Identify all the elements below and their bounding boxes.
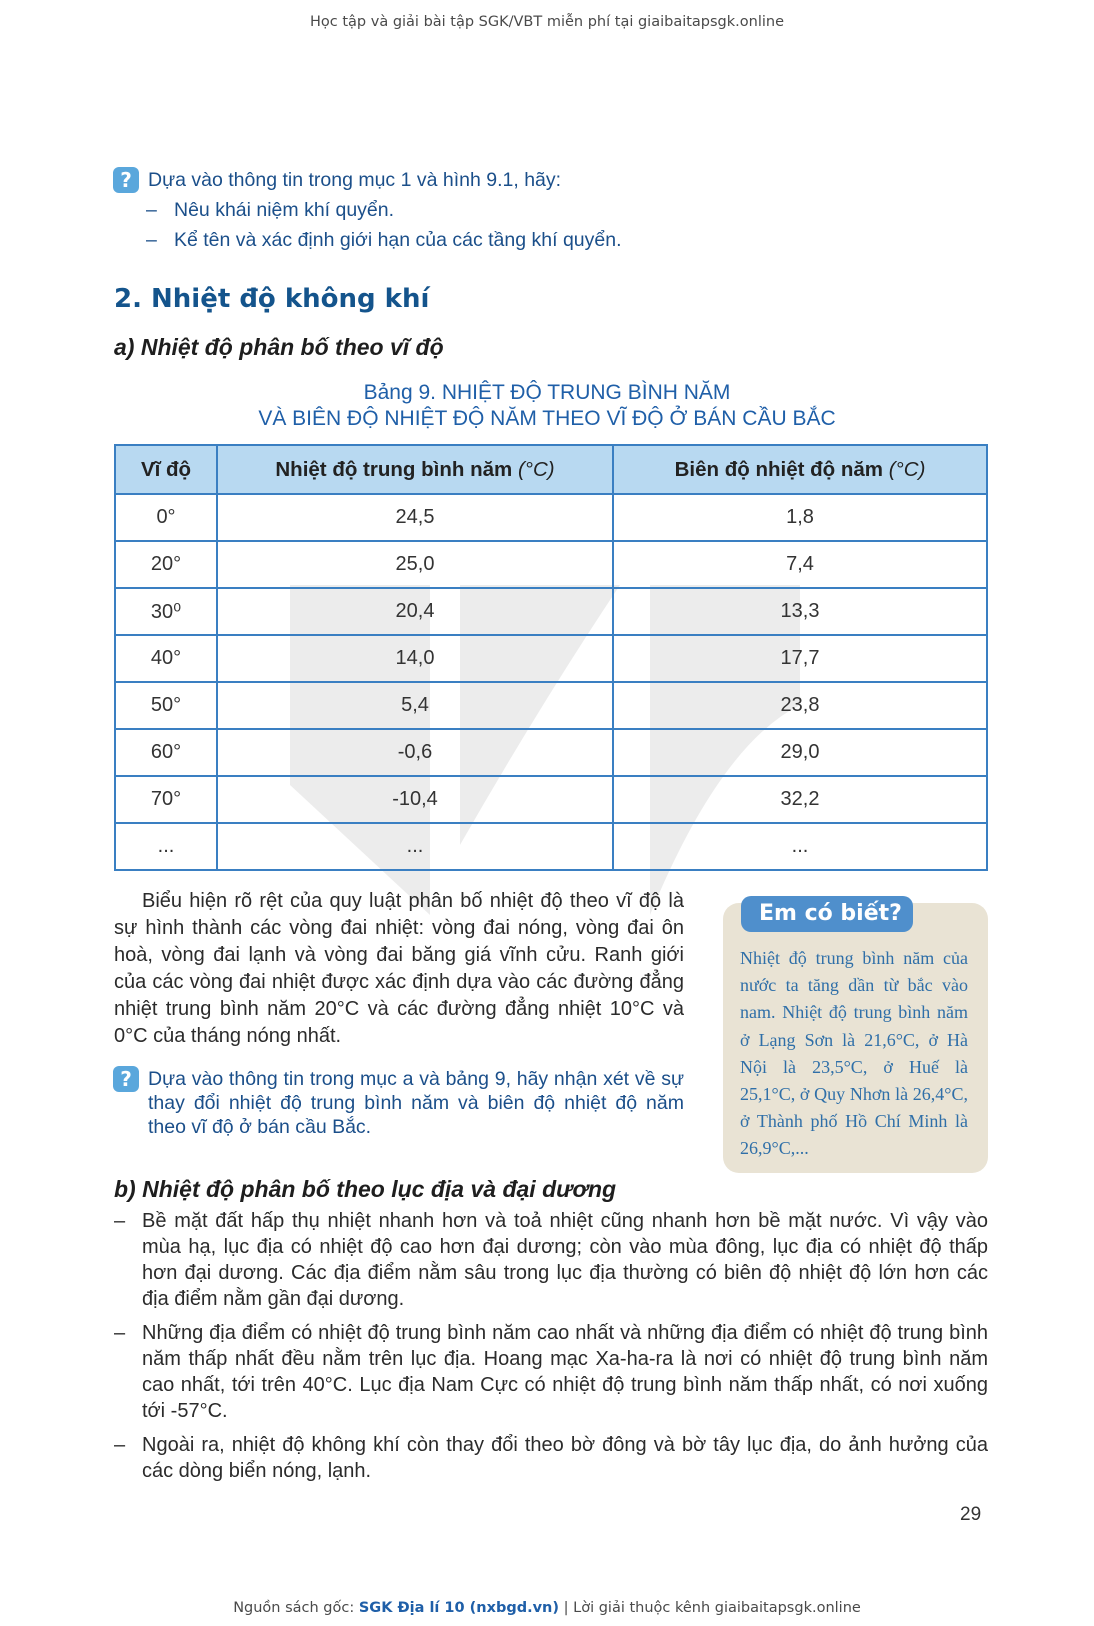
question1-bullet: – Nêu khái niệm khí quyển. (146, 199, 395, 221)
footer-note: Nguồn sách gốc: SGK Địa lí 10 (nxbgd.vn) | Lời giải thuộc kênh giaibaitapsgk.online (233, 1600, 861, 1616)
cell-temp-range: ... (613, 823, 987, 870)
cell-mean-temp: -0,6 (217, 729, 613, 776)
list-item: – Bề mặt đất hấp thụ nhiệt nhanh hơn và toả nhiệt cũng nhanh hơn bề mặt nước. Vì vậy vào mùa hạ, lục địa có nhiệt độ cao hơn đại dương; còn vào mùa đông, lục địa có nhiệt độ thấp hơn đại dương. Các địa điểm nằm sâu trong lục địa thường có biên độ nhiệt độ lớn hơn các địa điểm nằm gần đại dương. (114, 1210, 988, 1310)
header-temp-range: Biên độ nhiệt độ năm (°C) (613, 445, 987, 494)
cell-latitude: 60° (115, 729, 217, 776)
cell-mean-temp: 14,0 (217, 635, 613, 682)
header-latitude: Vĩ độ (115, 445, 217, 494)
info-box-text: Nhiệt độ trung bình năm của nước ta tăng dần từ bắc vào nam. Nhiệt độ trung bình năm ở Lạng Sơn là 21,6°C, ở Hà Nội là 23,5°C, ở Huế là 25,1°C, ở Quy Nhơn là 26,4°C, ở Thành phố Hồ Chí Minh là 26,9°C,... (740, 948, 968, 1159)
source-link[interactable]: SGK Địa lí 10 (nxbgd.vn) (358, 1600, 560, 1616)
header-mean-temp: Nhiệt độ trung bình năm (°C) (217, 445, 613, 494)
cell-temp-range: 13,3 (613, 588, 987, 635)
question1-bullet: – Kể tên và xác định giới hạn của các tầng khí quyển. (146, 229, 622, 251)
cell-latitude: 50° (115, 682, 217, 729)
cell-latitude: 40° (115, 635, 217, 682)
table-caption-line2: VÀ BIÊN ĐỘ NHIỆT ĐỘ NĂM THEO VĨ ĐỘ Ở BÁN CẦU BẮC (258, 407, 836, 430)
question-icon: ? (113, 1066, 139, 1092)
table-caption-line1: Bảng 9. NHIỆT ĐỘ TRUNG BÌNH NĂM (363, 381, 731, 404)
list-item: – Ngoài ra, nhiệt độ không khí còn thay đổi theo bờ đông và bờ tây lục địa, do ảnh hưởng của các dòng biển nóng, lạnh. (114, 1434, 988, 1482)
table-row (115, 776, 987, 823)
cell-temp-range: 7,4 (613, 541, 987, 588)
table-row (115, 494, 987, 541)
table-row (115, 541, 987, 588)
section-title: 2. Nhiệt độ không khí (114, 284, 430, 314)
cell-temp-range: 1,8 (613, 494, 987, 541)
table-row (115, 823, 987, 870)
cell-latitude: 20° (115, 541, 217, 588)
table-row (115, 588, 987, 635)
cell-latitude: 30⁰ (115, 588, 217, 635)
cell-temp-range: 23,8 (613, 682, 987, 729)
cell-latitude: 70° (115, 776, 217, 823)
info-box-title: Em có biết? (741, 896, 913, 932)
table-row (115, 635, 987, 682)
paragraph-latitude-zones: Biểu hiện rõ rệt của quy luật phân bố nhiệt độ theo vĩ độ là sự hình thành các vòng đai nhiệt: vòng đai nóng, vòng đai ôn hoà, vòng đai lạnh và vòng đai băng giá vĩnh cửu. Ranh giới của các vòng đai nhiệt được xác định dựa vào các đường đẳng nhiệt trung bình năm 20°C và các đường đẳng nhiệt 10°C và 0°C của tháng nóng nhất. (114, 890, 684, 1047)
temperature-table (114, 444, 988, 871)
table-row (115, 682, 987, 729)
cell-mean-temp: 20,4 (217, 588, 613, 635)
header-note: Học tập và giải bài tập SGK/VBT miễn phí tại giaibaitapsgk.online (310, 14, 784, 30)
cell-temp-range: 29,0 (613, 729, 987, 776)
subsection-a-title: a) Nhiệt độ phân bố theo vĩ độ (114, 334, 444, 360)
question1-text: Dựa vào thông tin trong mục 1 và hình 9.1, hãy: (148, 169, 562, 191)
cell-latitude: 0° (115, 494, 217, 541)
cell-mean-temp: -10,4 (217, 776, 613, 823)
list-item: – Những địa điểm có nhiệt độ trung bình năm cao nhất và những địa điểm có nhiệt độ trung bình năm thấp nhất đều nằm trên lục địa. Hoang mạc Xa-ha-ra là nơi có nhiệt độ trung bình năm cao nhất, tới trên 40°C. Lục địa Nam Cực có nhiệt độ trung bình năm thấp nhất, có nơi xuống tới -57°C. (114, 1322, 988, 1422)
question-icon: ? (113, 167, 139, 193)
page-number: 29 (960, 1504, 982, 1525)
cell-mean-temp: 5,4 (217, 682, 613, 729)
cell-mean-temp: 25,0 (217, 541, 613, 588)
cell-mean-temp: ... (217, 823, 613, 870)
cell-temp-range: 32,2 (613, 776, 987, 823)
subsection-b-title: b) Nhiệt độ phân bố theo lục địa và đại dương (114, 1176, 617, 1202)
question2-text: Dựa vào thông tin trong mục a và bảng 9, hãy nhận xét về sự thay đổi nhiệt độ trung bình năm và biên độ nhiệt độ năm theo vĩ độ ở bán cầu Bắc. (148, 1068, 684, 1138)
cell-temp-range: 17,7 (613, 635, 987, 682)
cell-mean-temp: 24,5 (217, 494, 613, 541)
cell-latitude: ... (115, 823, 217, 870)
subsection-b-list (114, 1208, 988, 1492)
table-header-row (115, 445, 987, 494)
table-row (115, 729, 987, 776)
